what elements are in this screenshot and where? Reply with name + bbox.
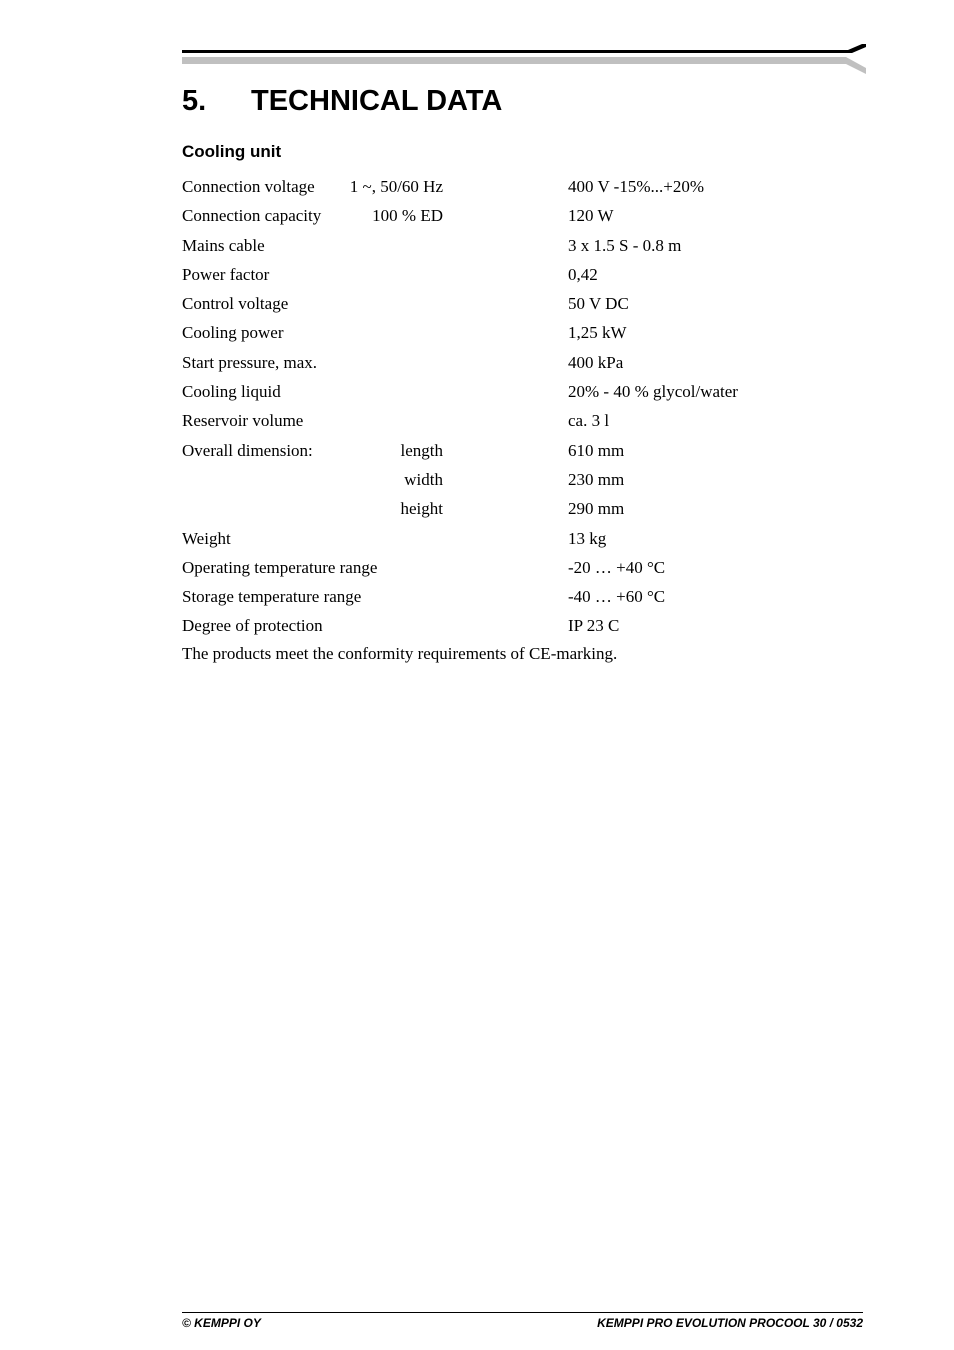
spec-value: ca. 3 l	[568, 411, 610, 431]
header-bar-black-hook	[848, 44, 866, 53]
spec-value: 13 kg	[568, 528, 607, 548]
spec-row	[182, 553, 822, 582]
spec-qualifier: length	[400, 440, 443, 460]
spec-row	[182, 377, 822, 406]
header-bar-gray-band	[182, 57, 866, 74]
conformity-note: The products meet the conformity requirements of CE-marking.	[182, 644, 618, 663]
page-title	[182, 84, 502, 118]
spec-value: 290 mm	[568, 499, 625, 519]
section-subtitle: Cooling unit	[182, 142, 282, 161]
footer-divider	[182, 1312, 863, 1313]
spec-row	[182, 582, 822, 611]
spec-value: -40 … +60 °C	[568, 587, 666, 607]
spec-label: Control voltage	[182, 294, 289, 314]
spec-value: 400 kPa	[568, 352, 624, 372]
spec-row	[182, 289, 822, 318]
spec-qualifier: height	[400, 499, 443, 519]
spec-row	[182, 465, 822, 494]
spec-row	[182, 611, 822, 640]
spec-value: IP 23 C	[568, 616, 620, 636]
spec-qualifier: 100 % ED	[372, 206, 443, 226]
spec-qualifier: width	[404, 469, 443, 489]
spec-row	[182, 436, 822, 465]
spec-label: Operating temperature range	[182, 557, 378, 577]
spec-label: Start pressure, max.	[182, 352, 318, 372]
spec-qualifier: 1 ~, 50/60 Hz	[349, 177, 443, 196]
header-bar-black-line	[182, 50, 850, 53]
spec-value: 1,25 kW	[568, 323, 627, 343]
spec-row	[182, 348, 822, 377]
spec-label: Cooling liquid	[182, 382, 281, 402]
spec-label: Reservoir volume	[182, 411, 304, 431]
section-number: 5.	[182, 85, 207, 117]
spec-row	[182, 524, 822, 553]
spec-label: Cooling power	[182, 323, 284, 343]
spec-row	[182, 494, 822, 523]
spec-value: 50 V DC	[568, 294, 629, 314]
spec-value: 0,42	[568, 264, 598, 284]
spec-row	[182, 201, 822, 230]
spec-value: 610 mm	[568, 440, 625, 460]
footer-document-id: KEMPPI PRO EVOLUTION PROCOOL 30 / 0532	[597, 1316, 863, 1330]
spec-row	[182, 172, 822, 201]
spec-label: Power factor	[182, 264, 270, 284]
header-decorative-bar	[182, 42, 866, 74]
spec-table	[182, 172, 822, 641]
spec-value: 400 V -15%...+20%	[568, 177, 704, 196]
spec-value: 120 W	[568, 206, 614, 226]
spec-row	[182, 260, 822, 289]
section-title-text: TECHNICAL DATA	[251, 85, 503, 117]
spec-label: Connection capacity	[182, 206, 322, 226]
spec-label: Overall dimension:	[182, 440, 313, 460]
spec-row	[182, 318, 822, 347]
spec-value: 3 x 1.5 S - 0.8 m	[568, 235, 682, 255]
spec-label: Mains cable	[182, 235, 265, 255]
spec-value: 20% - 40 % glycol/water	[568, 382, 738, 402]
spec-label: Storage temperature range	[182, 587, 362, 607]
footer-copyright: © KEMPPI OY	[182, 1316, 261, 1330]
spec-label: Weight	[182, 528, 231, 548]
spec-value: -20 … +40 °C	[568, 557, 666, 577]
spec-label: Degree of protection	[182, 616, 323, 636]
spec-row	[182, 406, 822, 435]
spec-value: 230 mm	[568, 469, 625, 489]
spec-label: Connection voltage	[182, 177, 315, 196]
spec-row	[182, 231, 822, 260]
